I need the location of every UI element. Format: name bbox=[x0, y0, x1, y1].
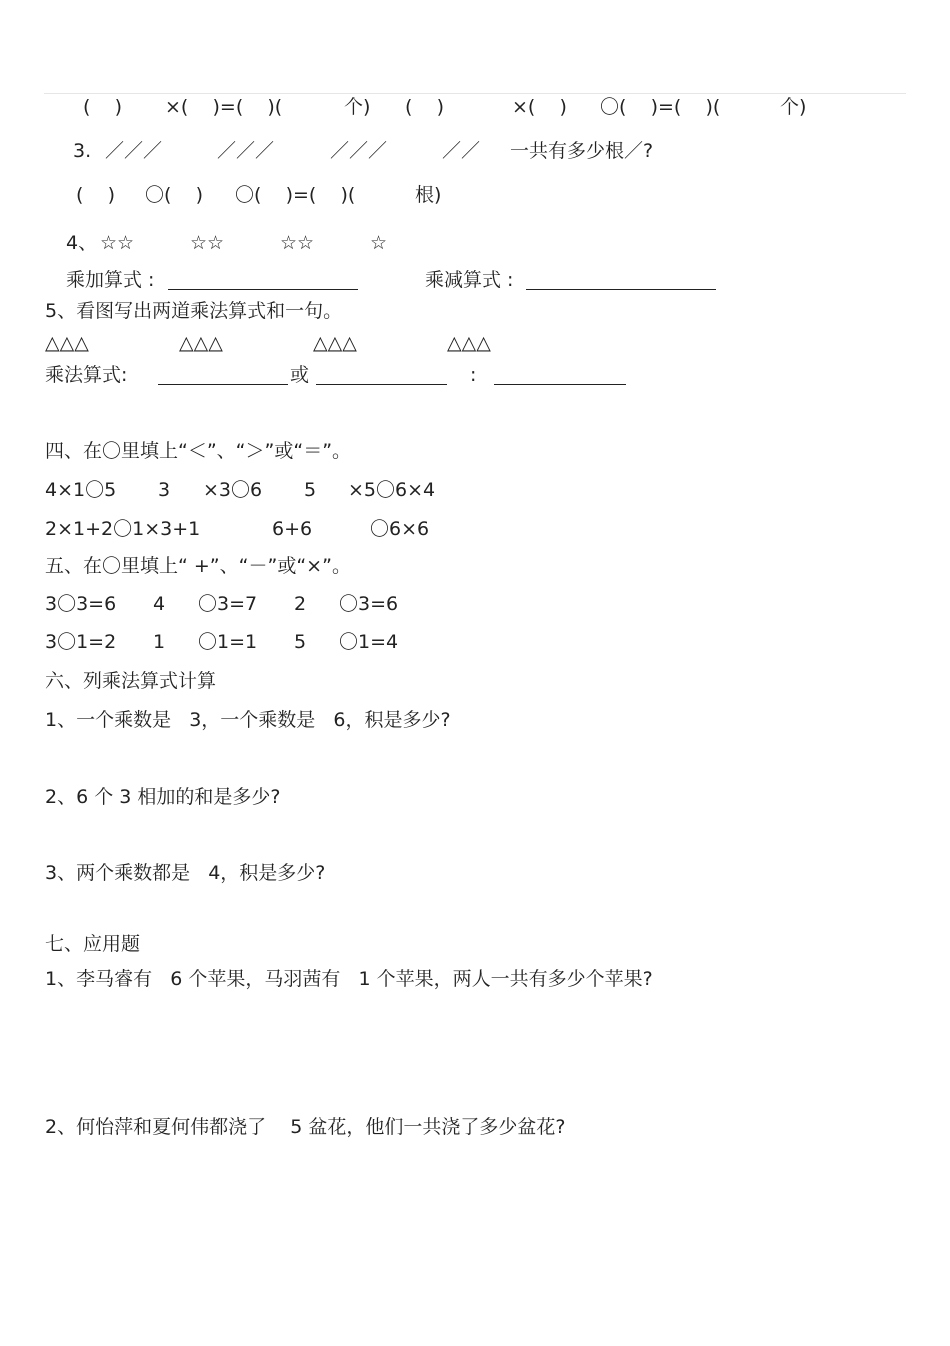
paren-blank: ( ) bbox=[76, 184, 115, 206]
stick-group: ／／／ bbox=[105, 140, 163, 162]
circle-expression: 〇( )=( )( bbox=[600, 96, 721, 118]
compare-item: ×5〇6×4 bbox=[348, 479, 436, 501]
question-3-answer-line bbox=[0, 180, 950, 210]
section-6-question-2 bbox=[0, 782, 950, 812]
question-4-formulas bbox=[0, 265, 950, 295]
operator-item: 1 bbox=[153, 631, 166, 653]
question-5-formula bbox=[0, 360, 950, 390]
compare-item: 4×1〇5 bbox=[45, 479, 117, 501]
operator-item: 3〇1=2 bbox=[45, 631, 117, 653]
section-7-question-1 bbox=[0, 964, 950, 994]
answer-blank bbox=[158, 384, 288, 385]
answer-blank bbox=[526, 289, 716, 290]
star-group: ☆☆ bbox=[190, 232, 225, 254]
question-text: 1、一个乘数是 3，一个乘数是 6，积是多少? bbox=[45, 709, 451, 731]
operator-item: 4 bbox=[153, 593, 166, 615]
section-7-heading bbox=[0, 929, 950, 959]
question-text: 1、李马睿有 6 个苹果，马羽茜有 1 个苹果，两人一共有多少个苹果? bbox=[45, 968, 653, 990]
operator-item: 〇1=4 bbox=[339, 631, 399, 653]
operator-item: 〇3=7 bbox=[198, 593, 258, 615]
triangle-group: △△△ bbox=[45, 332, 89, 354]
question-text: 5、看图写出两道乘法算式和一句。 bbox=[45, 300, 343, 322]
multiply-formula-label: 乘法算式: bbox=[45, 364, 128, 386]
section-heading: 五、在〇里填上“ +”、“－”或“×”。 bbox=[45, 555, 351, 577]
paren-blank: ( ) bbox=[83, 96, 122, 118]
section-4-row-2 bbox=[0, 514, 950, 544]
section-7-question-2 bbox=[0, 1112, 950, 1142]
stick-group: ／／ bbox=[442, 140, 481, 162]
circle-expression: 〇( )=( )( bbox=[235, 184, 356, 206]
stick-group: ／／／ bbox=[217, 140, 275, 162]
compare-item: 6+6 bbox=[272, 518, 313, 540]
section-heading: 七、应用题 bbox=[45, 933, 141, 955]
answer-blank bbox=[168, 289, 358, 290]
unit-close: 个) bbox=[344, 96, 371, 118]
operator-item: 5 bbox=[294, 631, 307, 653]
question-5-triangles bbox=[0, 328, 950, 358]
times-expression: ×( )=( )( bbox=[165, 96, 283, 118]
compare-item: 3 bbox=[158, 479, 171, 501]
unit-close: 根) bbox=[415, 184, 442, 206]
section-heading: 四、在〇里填上“＜”、“＞”或“＝”。 bbox=[45, 440, 352, 462]
answer-blank bbox=[316, 384, 447, 385]
question-number: 4、 bbox=[66, 232, 98, 254]
section-5-row-2 bbox=[0, 627, 950, 657]
question-text: 2、何怡萍和夏何伟都浇了 5 盆花，他们一共浇了多少盆花? bbox=[45, 1116, 566, 1138]
question-4-stars bbox=[0, 228, 950, 258]
compare-item: ×3〇6 bbox=[203, 479, 263, 501]
compare-item: 5 bbox=[304, 479, 317, 501]
or-word: 或 bbox=[290, 364, 310, 386]
times-expression: ×( ) bbox=[512, 96, 567, 118]
section-6-question-3 bbox=[0, 858, 950, 888]
triangle-group: △△△ bbox=[179, 332, 223, 354]
star-group: ☆ bbox=[370, 232, 388, 254]
question-text: 2、6 个 3 相加的和是多少? bbox=[45, 786, 281, 808]
operator-item: 2 bbox=[294, 593, 307, 615]
section-6-heading bbox=[0, 666, 950, 696]
section-5-heading bbox=[0, 551, 950, 581]
section-4-row-1 bbox=[0, 475, 950, 505]
fill-in-line bbox=[0, 92, 950, 122]
answer-blank bbox=[494, 384, 626, 385]
operator-item: 〇3=6 bbox=[339, 593, 399, 615]
question-text: 一共有多少根／? bbox=[510, 140, 654, 162]
question-text: 3、两个乘数都是 4，积是多少? bbox=[45, 862, 326, 884]
compare-item: 2×1+2〇1×3+1 bbox=[45, 518, 201, 540]
operator-item: 3〇3=6 bbox=[45, 593, 117, 615]
triangle-group: △△△ bbox=[447, 332, 491, 354]
stick-group: ／／／ bbox=[330, 140, 388, 162]
question-5-title bbox=[0, 296, 950, 326]
section-4-heading bbox=[0, 436, 950, 466]
colon: : bbox=[470, 364, 477, 386]
multiply-subtract-label: 乘减算式 : bbox=[425, 269, 514, 291]
paren-blank: ( ) bbox=[405, 96, 444, 118]
compare-item: 〇6×6 bbox=[370, 518, 430, 540]
unit-close: 个) bbox=[780, 96, 807, 118]
section-5-row-1 bbox=[0, 589, 950, 619]
triangle-group: △△△ bbox=[313, 332, 357, 354]
section-6-question-1 bbox=[0, 705, 950, 735]
multiply-add-label: 乘加算式 : bbox=[66, 269, 155, 291]
question-3-sticks bbox=[0, 136, 950, 166]
circle-blank: 〇( ) bbox=[145, 184, 203, 206]
star-group: ☆☆ bbox=[100, 232, 135, 254]
question-number: 3. bbox=[73, 140, 92, 162]
star-group: ☆☆ bbox=[280, 232, 315, 254]
section-heading: 六、列乘法算式计算 bbox=[45, 670, 217, 692]
operator-item: 〇1=1 bbox=[198, 631, 258, 653]
